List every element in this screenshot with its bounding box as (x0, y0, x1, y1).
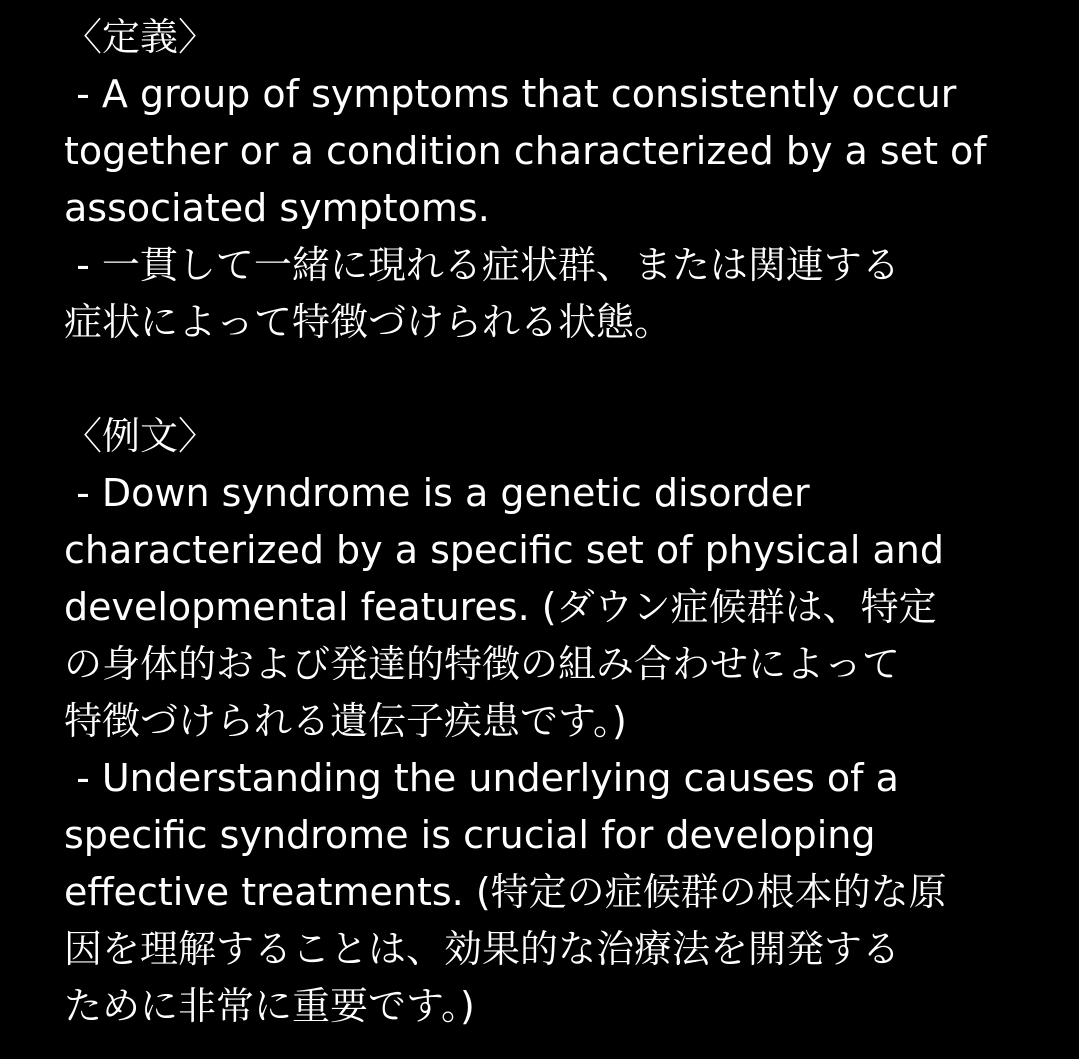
section-spacer (64, 351, 1024, 408)
example-line: - Understanding the underlying causes of a (64, 756, 899, 800)
example-line: 因を理解することは、効果的な治療法を開発する (64, 927, 901, 971)
definition-line: - 一貫して一緒に現れる症状群、または関連する (64, 243, 900, 287)
examples-heading: 〈例文〉 (64, 414, 217, 458)
definition-line: associated symptoms. (64, 186, 490, 230)
definition-line: together or a condition characterized by a set of (64, 129, 987, 173)
example-line: specific syndrome is crucial for developing (64, 813, 876, 857)
definition-line: - A group of symptoms that consistently occur (64, 72, 957, 116)
example-line: の身体的および発達的特徴の組み合わせによって (64, 642, 901, 686)
example-line: ために非常に重要です。) (64, 984, 475, 1028)
definition-line: 症状によって特徴づけられる状態。 (64, 300, 673, 344)
example-line: effective treatments. (特定の症候群の根本的な原 (64, 870, 947, 914)
examples-section (64, 408, 1024, 1035)
definition-heading: 〈定義〉 (64, 15, 217, 59)
definition-section (64, 9, 1024, 351)
example-line: characterized by a specific set of physical and (64, 528, 944, 572)
note-body (64, 9, 1024, 1035)
example-line: 特徴づけられる遺伝子疾患です。) (64, 699, 627, 743)
example-line: - Down syndrome is a genetic disorder (64, 471, 810, 515)
example-line: developmental features. (ダウン症候群は、特定 (64, 585, 937, 629)
